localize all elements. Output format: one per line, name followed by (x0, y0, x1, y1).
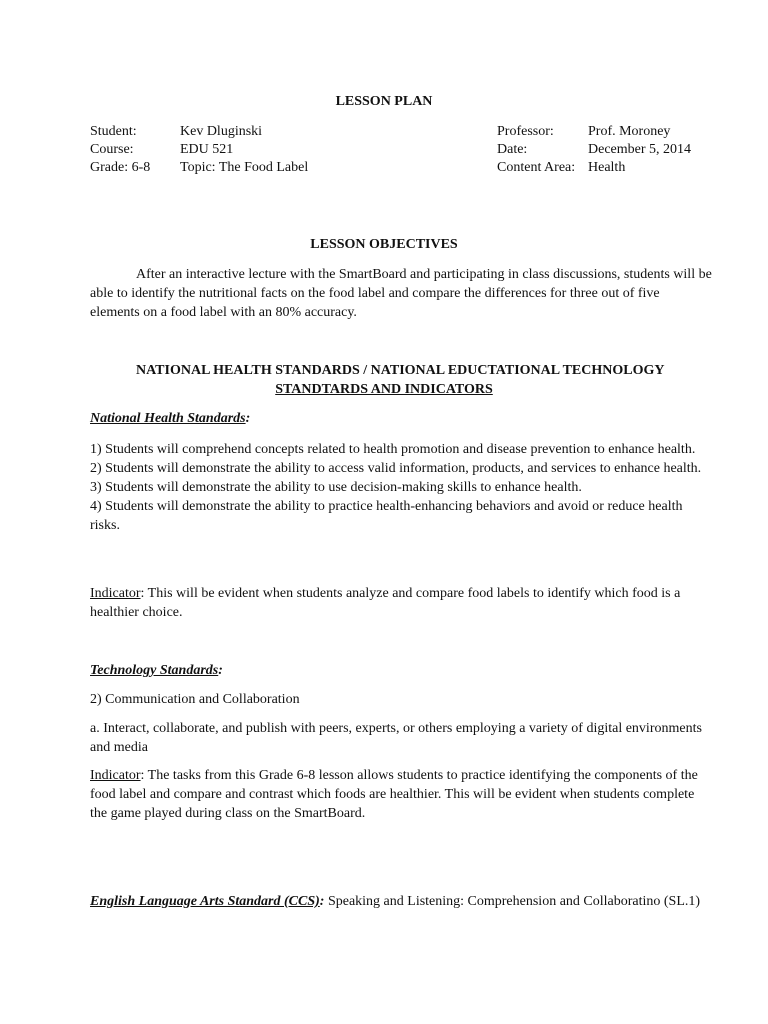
health-indicator-text: : This will be evident when students analyze and compare food labels to identify which food is a healthier choice. (90, 586, 681, 620)
health-standards-list (90, 440, 712, 535)
professor-label: Professor: (497, 124, 554, 139)
content-area-label: Content Area: (497, 160, 576, 175)
health-standards-heading-text: National Health Standards (90, 411, 246, 426)
ela-standard-text: Speaking and Listening: Comprehension and Collaboratino (SL.1) (324, 894, 701, 909)
course-value: EDU 521 (180, 142, 234, 157)
date-label: Date: (497, 142, 528, 157)
date-value: December 5, 2014 (588, 142, 692, 157)
standards-heading-line1: NATIONAL HEALTH STANDARDS / NATIONAL EDUCTATIONAL TECHNOLOGY (136, 363, 665, 378)
tech-item: 2) Communication and Collaboration (90, 692, 300, 707)
content-area-value: Health (588, 160, 626, 175)
tech-indicator-text: : The tasks from this Grade 6-8 lesson allows students to practice identifying the components of the food label and compare and contrast which foods are healthier. This will be evident when students complete the game played during class on the SmartBoard. (90, 768, 698, 821)
standards-heading-line2: STANDTARDS AND INDICATORS (275, 382, 493, 397)
objectives-text: After an interactive lecture with the SmartBoard and participating in class discussions, students will be able to identify the nutritional facts on the food label and compare the differences for three out of five elements on a food label with an 80% accuracy. (90, 267, 712, 320)
topic-value: Topic: The Food Label (180, 160, 309, 175)
health-indicator-label: Indicator (90, 586, 141, 601)
tech-standards-heading (90, 662, 223, 680)
page-title: LESSON PLAN (335, 94, 433, 109)
list-item: 4) Students will demonstrate the ability to practice health-enhancing behaviors and avoid or reduce health risks. (90, 499, 683, 533)
list-item: 1) Students will comprehend concepts related to health promotion and disease prevention to enhance health. (90, 442, 696, 457)
objectives-heading: LESSON OBJECTIVES (310, 237, 458, 252)
student-label: Student: (90, 124, 137, 139)
ela-standard (90, 892, 712, 911)
professor-value: Prof. Moroney (588, 124, 671, 139)
student-value: Kev Dluginski (180, 124, 263, 139)
tech-standards-heading-text: Technology Standards (90, 663, 219, 678)
ela-standard-heading: English Language Arts Standard (CCS) (90, 894, 320, 909)
health-standards-heading (90, 410, 250, 428)
tech-subitem: a. Interact, collaborate, and publish with peers, experts, or others employing a variety of digital environments and media (90, 721, 702, 755)
tech-indicator (90, 766, 712, 823)
course-label: Course: (90, 142, 134, 157)
ela-standard-colon: : (319, 894, 325, 909)
list-item: 3) Students will demonstrate the ability to use decision-making skills to enhance health. (90, 480, 582, 495)
health-indicator (90, 584, 712, 622)
list-item: 2) Students will demonstrate the ability to access valid information, products, and services to enhance health. (90, 461, 702, 476)
tech-indicator-label: Indicator (90, 768, 141, 783)
grade-label: Grade: 6-8 (90, 160, 151, 175)
health-standards-heading-colon: : (245, 411, 251, 426)
tech-standards-heading-colon: : (218, 663, 223, 678)
